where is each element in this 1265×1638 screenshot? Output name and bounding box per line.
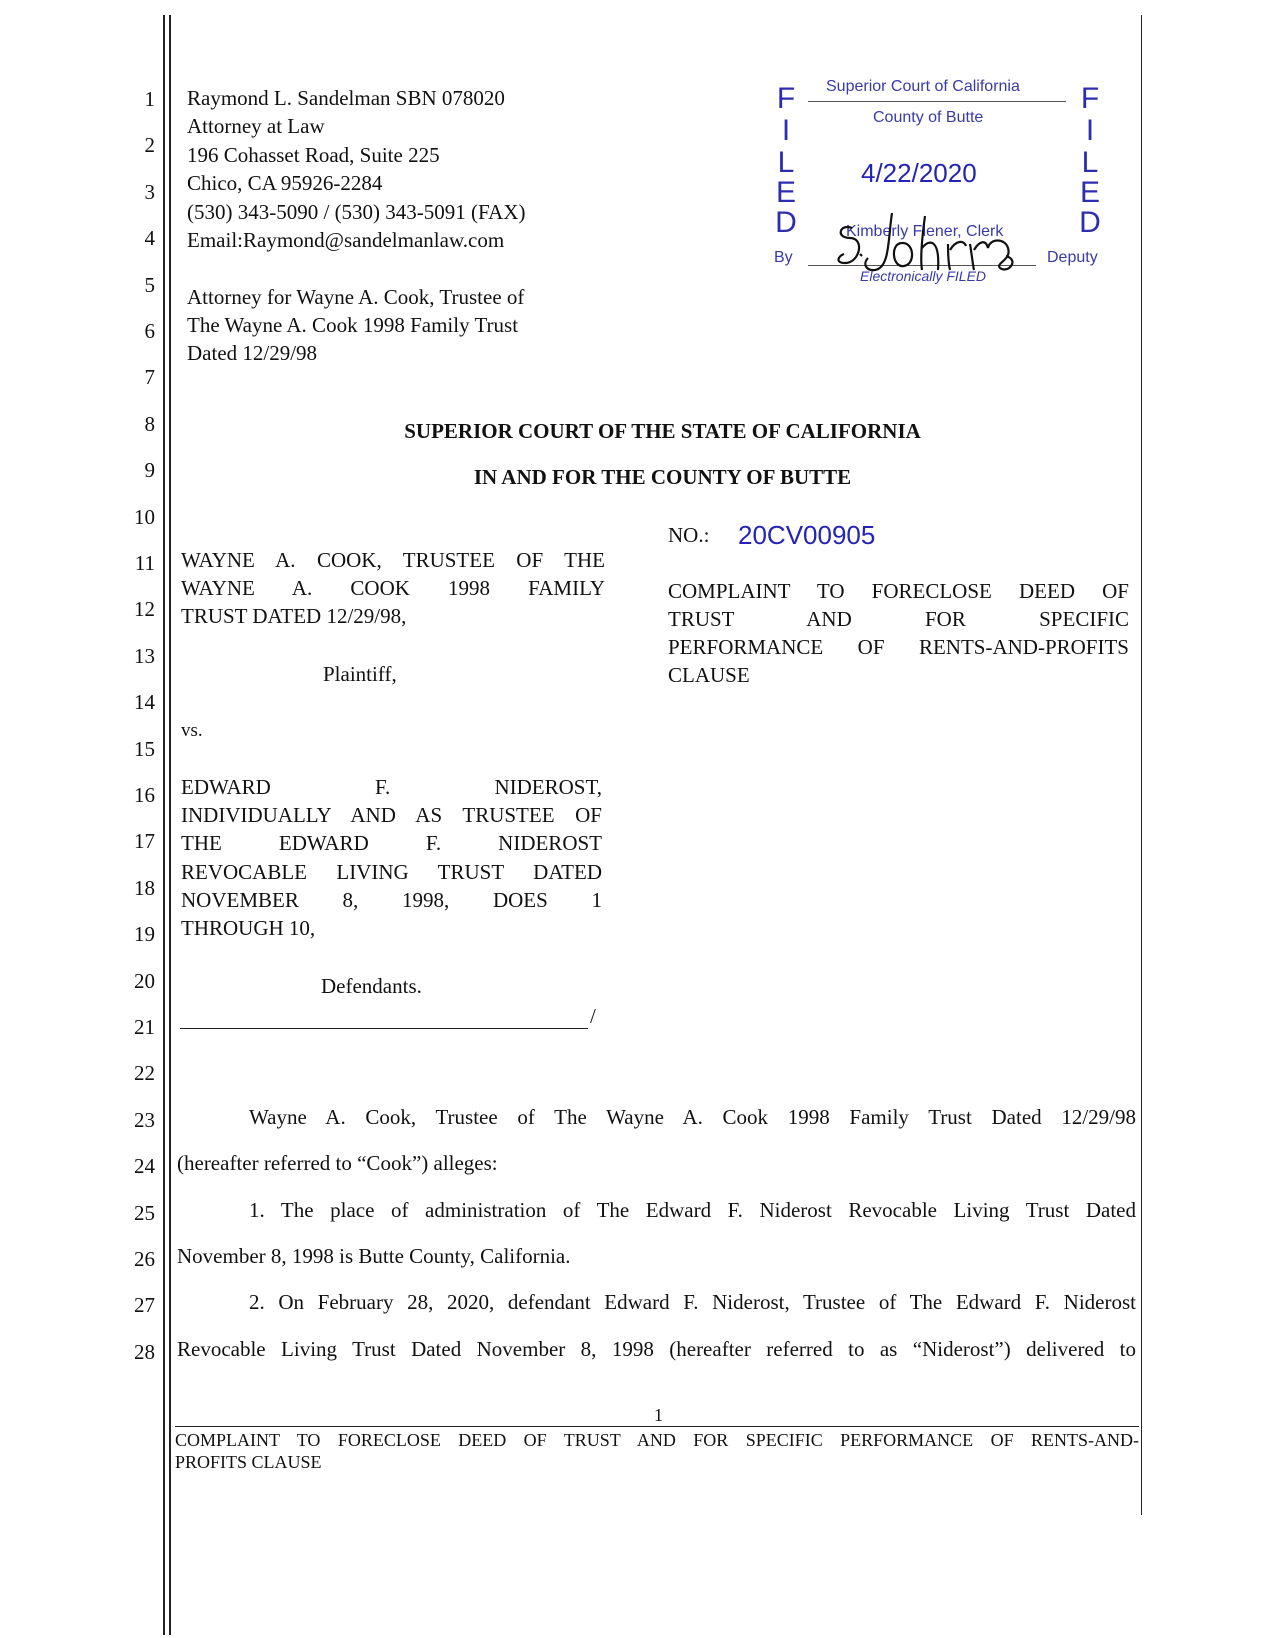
line-number: 22 bbox=[134, 1061, 155, 1086]
stamp-electronic: Electronically FILED bbox=[860, 268, 987, 284]
line-number: 1 bbox=[144, 87, 155, 111]
defendant-label: Defendants. bbox=[321, 974, 422, 998]
versus: vs. bbox=[181, 720, 203, 741]
line-number: 28 bbox=[134, 1339, 155, 1364]
complaint-title-line: CLAUSE bbox=[668, 663, 750, 687]
body-line: Wayne A. Cook, Trustee of The Wayne A. Cook 1998 Family Trust Dated 12/29/98 bbox=[249, 1105, 1136, 1129]
body-line: Revocable Living Trust Dated November 8, 1998 (hereafter referred to as “Niderost”) delivered to bbox=[177, 1337, 1136, 1361]
defendant-line: EDWARD F. NIDEROST, bbox=[181, 775, 602, 799]
case-number: 20CV00905 bbox=[738, 520, 876, 550]
line-number: 17 bbox=[134, 829, 155, 854]
line-number: 27 bbox=[134, 1293, 155, 1318]
body-line: 2. On February 28, 2020, defendant Edward F. Niderost, Trustee of The Edward F. Niderost bbox=[249, 1290, 1136, 1314]
line-number: 19 bbox=[134, 922, 155, 947]
filed-letter: F bbox=[776, 82, 796, 115]
filed-letter: L bbox=[777, 146, 795, 179]
filed-letter: E bbox=[775, 176, 796, 209]
stamp-rule bbox=[808, 101, 1066, 102]
complaint-title-line: PERFORMANCE OF RENTS-AND-PROFITS bbox=[668, 635, 1129, 659]
stamp-clerk: Kimberly Flener, Clerk bbox=[846, 223, 1004, 240]
line-number: 5 bbox=[144, 272, 155, 297]
plaintiff-line: TRUST DATED 12/29/98, bbox=[181, 604, 407, 628]
line-number: 2 bbox=[144, 133, 155, 158]
footer-title: COMPLAINT TO FORECLOSE DEED OF TRUST AND FOR SPECIFIC PERFORMANCE OF RENTS-AND- bbox=[175, 1430, 1139, 1450]
filed-letter: I bbox=[1085, 114, 1095, 147]
defendant-line: THE EDWARD F. NIDEROST bbox=[181, 831, 602, 855]
filed-letter: D bbox=[1079, 206, 1101, 239]
line-number: 15 bbox=[134, 736, 155, 761]
stamp-court: Superior Court of California bbox=[826, 78, 1020, 95]
attorney-line: Raymond L. Sandelman SBN 078020 bbox=[187, 86, 505, 110]
line-number: 11 bbox=[134, 551, 155, 575]
line-number: 16 bbox=[134, 783, 155, 807]
attorney-line: (530) 343-5090 / (530) 343-5091 (FAX) bbox=[187, 200, 526, 224]
line-number: 25 bbox=[134, 1200, 155, 1225]
left-margin-line-outer bbox=[163, 15, 165, 1635]
defendant-line: THROUGH 10, bbox=[181, 916, 316, 940]
line-number: 3 bbox=[144, 179, 155, 204]
body-line: (hereafter referred to “Cook”) alleges: bbox=[177, 1151, 498, 1175]
footer-title: PROFITS CLAUSE bbox=[175, 1452, 322, 1472]
left-margin-line-inner bbox=[169, 15, 171, 1635]
filed-letter: D bbox=[775, 206, 797, 239]
line-number: 14 bbox=[134, 690, 155, 715]
line-number: 8 bbox=[144, 411, 155, 436]
attorney-for-line: Attorney for Wayne A. Cook, Trustee of bbox=[187, 285, 525, 309]
caption-slash: / bbox=[590, 1004, 596, 1028]
stamp-date: 4/22/2020 bbox=[861, 158, 977, 188]
line-number: 13 bbox=[134, 643, 155, 668]
plaintiff-line: WAYNE A. COOK 1998 FAMILY bbox=[181, 576, 605, 600]
right-margin-line bbox=[1141, 15, 1142, 1515]
filed-letter: L bbox=[1081, 146, 1099, 179]
attorney-line: Attorney at Law bbox=[187, 114, 325, 138]
attorney-email: Email:Raymond@sandelmanlaw.com bbox=[187, 228, 505, 252]
stamp-by: By bbox=[774, 249, 793, 266]
defendant-line: NOVEMBER 8, 1998, DOES 1 bbox=[181, 888, 602, 912]
line-number: 21 bbox=[134, 1015, 155, 1039]
attorney-for-line: Dated 12/29/98 bbox=[187, 341, 318, 365]
attorney-for-line: The Wayne A. Cook 1998 Family Trust bbox=[187, 313, 519, 337]
plaintiff-label: Plaintiff, bbox=[323, 662, 397, 686]
line-number: 9 bbox=[144, 458, 155, 483]
line-number: 6 bbox=[144, 319, 155, 343]
line-number: 7 bbox=[144, 365, 155, 390]
attorney-line: 196 Cohasset Road, Suite 225 bbox=[187, 143, 440, 167]
line-number: 10 bbox=[134, 504, 155, 529]
line-number: 12 bbox=[134, 597, 155, 622]
filed-letter: I bbox=[781, 114, 791, 147]
caption-rule bbox=[180, 1028, 588, 1029]
defendant-line: INDIVIDUALLY AND AS TRUSTEE OF bbox=[181, 803, 602, 827]
stamp-deputy: Deputy bbox=[1047, 249, 1098, 266]
stamp-county: County of Butte bbox=[873, 109, 984, 126]
case-number-label: NO.: bbox=[668, 523, 710, 547]
plaintiff-line: WAYNE A. COOK, TRUSTEE OF THE bbox=[181, 548, 605, 572]
county-heading: IN AND FOR THE COUNTY OF BUTTE bbox=[473, 465, 852, 489]
signature-image bbox=[830, 208, 1040, 288]
line-number: 23 bbox=[134, 1107, 155, 1132]
line-number: 20 bbox=[134, 968, 155, 993]
line-number: 18 bbox=[134, 875, 155, 900]
line-number: 26 bbox=[134, 1247, 155, 1271]
footer-rule bbox=[175, 1426, 1139, 1427]
complaint-title-line: COMPLAINT TO FORECLOSE DEED OF bbox=[668, 579, 1129, 603]
attorney-line: Chico, CA 95926-2284 bbox=[187, 171, 383, 195]
page-number: 1 bbox=[654, 1405, 663, 1425]
line-number: 4 bbox=[144, 226, 155, 251]
line-number: 24 bbox=[134, 1154, 155, 1179]
filed-letter: F bbox=[1080, 82, 1100, 115]
defendant-line: REVOCABLE LIVING TRUST DATED bbox=[181, 860, 602, 884]
filed-letter: E bbox=[1079, 176, 1100, 209]
complaint-title-line: TRUST AND FOR SPECIFIC bbox=[668, 607, 1129, 631]
body-line: November 8, 1998 is Butte County, California. bbox=[177, 1244, 571, 1268]
body-line: 1. The place of administration of The Edward F. Niderost Revocable Living Trust Dated bbox=[249, 1198, 1136, 1222]
court-heading: SUPERIOR COURT OF THE STATE OF CALIFORNIA bbox=[404, 419, 921, 443]
